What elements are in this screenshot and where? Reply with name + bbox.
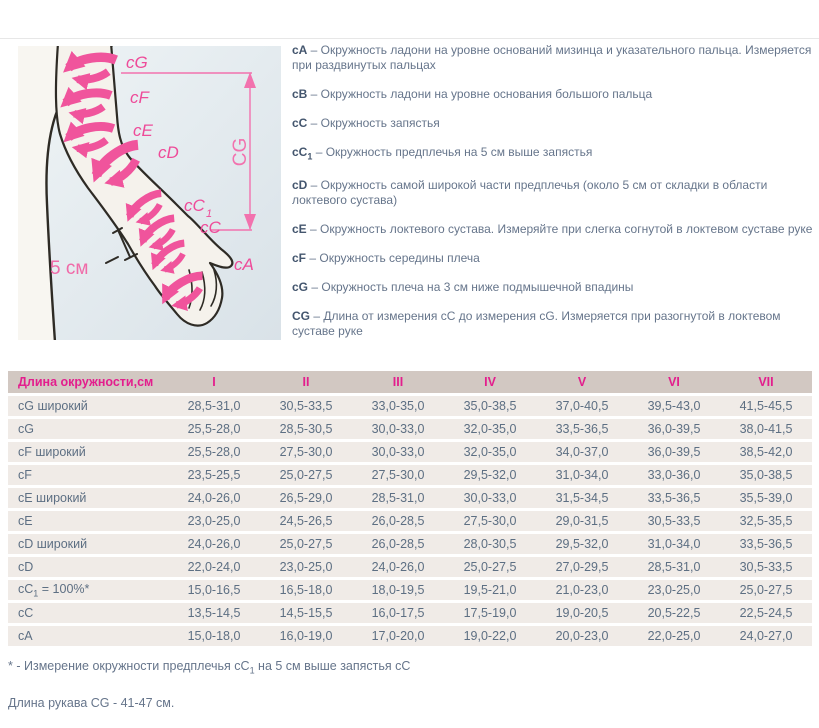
size-range-cell: 22,0-24,0 [168,557,260,577]
size-column-header: I [168,371,260,393]
row-label: $cC_1 = 100\%*$ [8,580,168,600]
cc-label: cC [200,218,221,237]
size-range-cell: 16,0-17,5 [352,603,444,623]
size-range-cell: 23,5-25,5 [168,465,260,485]
size-range-cell: 38,0-41,5 [720,419,812,439]
size-column-header: V [536,371,628,393]
size-table-header-label: Длина окружности,см [8,371,168,393]
top-divider [0,38,819,39]
table-row [8,419,812,439]
size-column-header: IV [444,371,536,393]
measurement-description [292,251,816,266]
size-range-cell: 26,0-28,5 [352,534,444,554]
measurement-descriptions [292,43,816,353]
size-range-cell: 30,0-33,0 [444,488,536,508]
size-range-cell: 19,5-21,0 [444,580,536,600]
size-range-cell: 35,5-39,0 [720,488,812,508]
five-cm-label: 5 см [50,258,89,279]
size-range-cell: 30,0-33,0 [352,442,444,462]
measurement-description [292,145,816,164]
size-range-cell: 17,5-19,0 [444,603,536,623]
size-range-cell: 20,0-23,0 [536,626,628,646]
row-label: cD [8,557,168,577]
row-label: cG широкий [8,396,168,416]
table-row [8,488,812,508]
footnote-cc1: * - Измерение окружности предплечья $cC_1$ на 5 см выше запястья cC [8,659,411,676]
size-range-cell: 34,0-37,0 [536,442,628,462]
size-range-cell: 28,5-31,0 [352,488,444,508]
table-row [8,534,812,554]
measurement-description [292,43,816,73]
row-label: cF [8,465,168,485]
size-range-cell: 41,5-45,5 [720,396,812,416]
size-range-cell: 17,0-20,0 [352,626,444,646]
size-range-cell: 18,0-19,5 [352,580,444,600]
size-range-cell: 33,5-36,5 [720,534,812,554]
size-range-cell: 32,5-35,5 [720,511,812,531]
size-range-cell: 19,0-22,0 [444,626,536,646]
footnotes [8,659,788,728]
table-row [8,557,812,577]
size-range-cell: 23,0-25,0 [628,580,720,600]
size-range-cell: 24,5-26,5 [260,511,352,531]
size-range-cell: 30,0-33,0 [352,419,444,439]
size-range-cell: 15,0-18,0 [168,626,260,646]
measurement-term: $cC_1$ [292,145,313,162]
size-range-cell: 29,5-32,0 [536,534,628,554]
size-range-cell: 30,5-33,5 [628,511,720,531]
size-table-header-row [8,371,812,393]
measurement-term: cF [292,251,307,266]
measurement-description [292,116,816,131]
size-range-cell: 30,5-33,5 [260,396,352,416]
size-range-cell: 29,0-31,5 [536,511,628,531]
size-range-cell: 16,5-18,0 [260,580,352,600]
measurement-term: cA [292,43,308,57]
measurement-description [292,280,816,295]
row-label: cD широкий [8,534,168,554]
measurement-text: – Окружность предплечья на 5 см выше запястья [312,145,593,159]
size-column-header: VI [628,371,720,393]
size-range-cell: 19,0-20,5 [536,603,628,623]
table-row [8,603,812,623]
cd-label: cD [158,143,179,162]
size-range-cell: 33,5-36,5 [536,419,628,439]
size-column-header: III [352,371,444,393]
size-range-cell: 23,0-25,0 [168,511,260,531]
size-range-cell: 25,5-28,0 [168,419,260,439]
cf-label: cF [130,88,149,107]
size-range-cell: 24,0-26,0 [168,488,260,508]
size-range-cell: 30,5-33,5 [720,557,812,577]
size-range-cell: 22,5-24,5 [720,603,812,623]
measurement-term: cD [292,178,308,193]
size-range-cell: 31,0-34,0 [536,465,628,485]
measurement-term: CG [292,309,310,324]
measurement-text: – Окружность середины плеча [306,251,480,266]
row-label: cE широкий [8,488,168,508]
measurement-text: – Окружность плеча на 3 см ниже подмышечной впадины [308,280,634,295]
table-row [8,626,812,646]
row-label: cC [8,603,168,623]
cg-dimension-label: CG [230,137,251,167]
measurement-description [292,178,816,208]
size-range-cell: 27,0-29,5 [536,557,628,577]
size-range-cell: 31,0-34,0 [628,534,720,554]
arm-measurement-diagram [18,46,281,340]
size-range-cell: 24,0-27,0 [720,626,812,646]
measurement-term: cB [292,87,308,101]
ce-label: cE [133,121,153,140]
cc1-label-subscript: 1 [206,208,213,220]
size-range-cell: 21,0-23,0 [536,580,628,600]
row-label: cF широкий [8,442,168,462]
size-range-cell: 33,0-35,0 [352,396,444,416]
size-range-cell: 26,0-28,5 [352,511,444,531]
size-range-cell: 33,5-36,5 [628,488,720,508]
size-range-cell: 25,0-27,5 [260,534,352,554]
measurement-term: cE [292,222,307,237]
row-label: cA [8,626,168,646]
size-table-body [8,396,812,646]
size-range-cell: 28,0-30,5 [444,534,536,554]
size-range-cell: 20,5-22,5 [628,603,720,623]
cc1-label: cC [184,196,205,215]
footnote-sleeve-length: Длина рукава CG - 41-47 см. [8,695,175,710]
measurement-text: – Окружность запястья [307,116,440,130]
size-range-cell: 36,0-39,5 [628,442,720,462]
measurement-term: cC [292,116,308,130]
cg-label: cG [126,53,148,72]
row-label: cE [8,511,168,531]
size-range-cell: 36,0-39,5 [628,419,720,439]
size-range-cell: 25,0-27,5 [720,580,812,600]
size-range-cell: 35,0-38,5 [444,396,536,416]
size-range-cell: 27,5-30,0 [444,511,536,531]
table-row [8,465,812,485]
size-range-cell: 27,5-30,0 [352,465,444,485]
ca-label: cA [234,255,254,274]
size-range-cell: 24,0-26,0 [168,534,260,554]
size-range-cell: 25,0-27,5 [260,465,352,485]
size-range-cell: 15,0-16,5 [168,580,260,600]
size-range-cell: 26,5-29,0 [260,488,352,508]
table-row [8,442,812,462]
size-range-cell: 39,5-43,0 [628,396,720,416]
size-range-cell: 24,0-26,0 [352,557,444,577]
size-range-cell: 13,5-14,5 [168,603,260,623]
size-range-cell: 25,0-27,5 [444,557,536,577]
measurement-text: – Длина от измерения cC до измерения cG. Измеряется при разогнутой в локтевом суставе руке [292,309,781,339]
size-range-cell: 22,0-25,0 [628,626,720,646]
row-label: cG [8,419,168,439]
size-range-cell: 27,5-30,0 [260,442,352,462]
size-range-cell: 14,5-15,5 [260,603,352,623]
size-range-cell: 33,0-36,0 [628,465,720,485]
size-range-cell: 29,5-32,0 [444,465,536,485]
table-row [8,580,812,600]
measurement-description [292,309,816,339]
table-row [8,396,812,416]
size-range-cell: 23,0-25,0 [260,557,352,577]
size-range-cell: 25,5-28,0 [168,442,260,462]
size-table [8,368,812,649]
size-range-cell: 28,5-30,5 [260,419,352,439]
size-range-cell: 32,0-35,0 [444,442,536,462]
measurement-text: – Окружность локтевого сустава. Измеряйте при слегка согнутой в локтевом суставе руке [306,222,813,237]
size-range-cell: 35,0-38,5 [720,465,812,485]
size-column-header: VII [720,371,812,393]
size-range-cell: 38,5-42,0 [720,442,812,462]
size-column-header: II [260,371,352,393]
measurement-text: – Окружность ладони на уровне оснований мизинца и указательного пальца. Измеряется при раздвинутых пальцах [292,43,812,72]
measurement-term: cG [292,280,309,295]
table-row [8,511,812,531]
measurement-description [292,87,816,102]
measurement-text: – Окружность ладони на уровне основания большого пальца [307,87,653,101]
measurement-description [292,222,816,237]
size-range-cell: 37,0-40,5 [536,396,628,416]
size-range-cell: 16,0-19,0 [260,626,352,646]
size-range-cell: 32,0-35,0 [444,419,536,439]
size-range-cell: 31,5-34,5 [536,488,628,508]
size-range-cell: 28,5-31,0 [168,396,260,416]
measurement-text: – Окружность самой широкой части предплечья (около 5 см от складки в области локтевого сустава) [292,178,768,208]
size-range-cell: 28,5-31,0 [628,557,720,577]
